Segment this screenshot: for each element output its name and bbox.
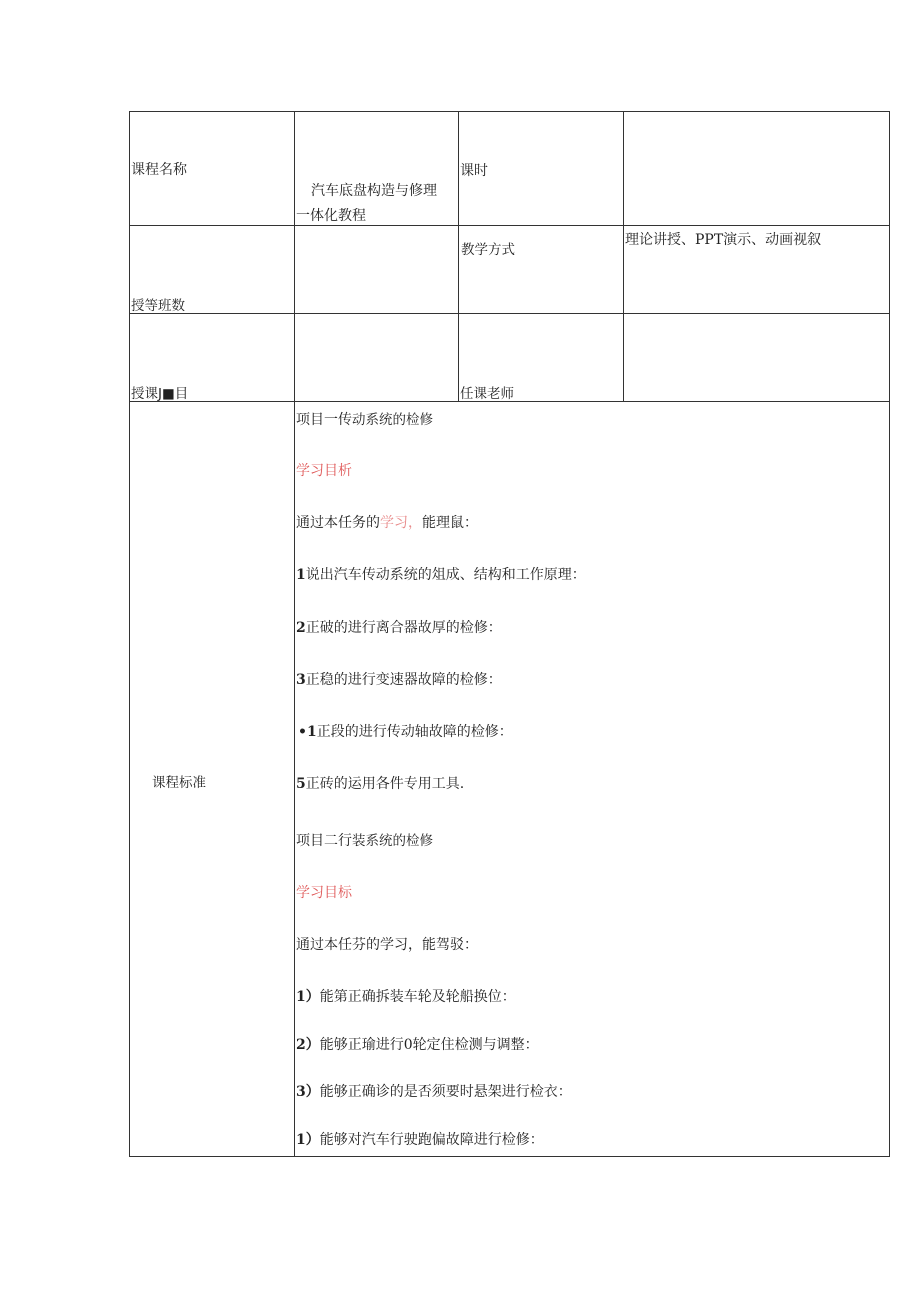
teaching-method-value: 理论讲授、PPT演示、动画视叙: [625, 232, 822, 248]
project1-goal-heading: 学习目析: [296, 463, 352, 479]
project1-item: [296, 617, 502, 637]
table-line-col3: [623, 111, 624, 402]
project2-title: [296, 829, 433, 850]
project1-title-prefix: 项目一传: [296, 412, 352, 428]
project1-item-text: 正段的进行传动轴故障的检修：: [316, 724, 513, 740]
table-line-right: [889, 111, 890, 1157]
project2-item: [296, 986, 516, 1006]
project2-goal-heading: 学习目标: [296, 885, 352, 901]
course-name-value-line2: 一体化教程: [296, 208, 366, 224]
table-line-col2: [458, 111, 459, 402]
project1-item-text: 正破的进行离合器故厚的检修：: [305, 620, 502, 636]
project1-item-number: 3: [296, 672, 306, 688]
project2-item: [296, 1081, 572, 1101]
teacher-label: 任课老师: [460, 386, 514, 402]
table-line-row1-bottom: [129, 225, 890, 226]
project1-intro-c: 能理鼠：: [422, 515, 478, 531]
table-line-bottom: [129, 1156, 890, 1157]
project1-item-number: 5: [296, 776, 306, 792]
project1-title: [296, 408, 433, 429]
project2-item-text: 能第正确拆装车轮及轮船换位：: [319, 989, 516, 1005]
project2-item-text: 能够正瑜进行0轮定住检测与调整：: [319, 1037, 539, 1053]
project1-item-text: 正稳的进行变速器故障的检修：: [305, 672, 502, 688]
table-line-row2-bottom: [129, 313, 890, 314]
project1-intro: [296, 512, 478, 532]
project1-intro-b: 学习，: [380, 515, 422, 531]
project2-item: [296, 1129, 544, 1149]
project1-title-rest: 动系统的检修: [352, 412, 433, 428]
project1-item-text: 说出汽车传动系统的俎成、结构和工作原理：: [305, 567, 586, 583]
course-topic-label: 授课J■目: [131, 386, 189, 402]
course-name-value-line1: 汽车底盘构造与修理: [311, 183, 437, 199]
project2-title-rest: 装系统的检修: [352, 833, 433, 849]
project2-title-prefix: 项目二行: [296, 833, 352, 849]
project2-item-text: 能够对汽车行驶跑偏故障进行检修：: [319, 1132, 544, 1148]
project1-item-text: 正砖的运用各件专用工具.: [305, 776, 465, 792]
table-line-top: [129, 111, 890, 112]
project1-item-number: •1: [298, 724, 317, 740]
project1-item: [296, 564, 586, 584]
project1-item: [296, 669, 502, 689]
project1-intro-a: 通过本任务的: [296, 515, 380, 531]
table-line-left: [129, 111, 130, 1157]
project2-item-number: 3）: [296, 1084, 320, 1100]
course-hours-label: 课时: [460, 163, 488, 179]
class-count-label: 授等班数: [131, 298, 185, 314]
course-standard-label: 课程标准: [152, 775, 206, 791]
project1-item: [296, 773, 464, 793]
course-name-label: 课程名称: [131, 162, 187, 178]
project2-item-number: 2）: [296, 1037, 320, 1053]
table-line-col1: [294, 111, 295, 1157]
project2-item-number: 1）: [296, 989, 320, 1005]
project2-item-number: 1）: [296, 1132, 320, 1148]
project1-item: [298, 721, 513, 741]
project2-item-text: 能够正确诊的是否须要时悬架进行检衣：: [319, 1084, 572, 1100]
project1-item-number: 2: [296, 620, 306, 636]
project1-item-number: 1: [296, 567, 306, 583]
project2-item: [296, 1034, 539, 1054]
teaching-method-label: 教学方式: [461, 242, 515, 258]
project2-intro: 通过本任芬的学习，能驾驳：: [296, 937, 478, 953]
